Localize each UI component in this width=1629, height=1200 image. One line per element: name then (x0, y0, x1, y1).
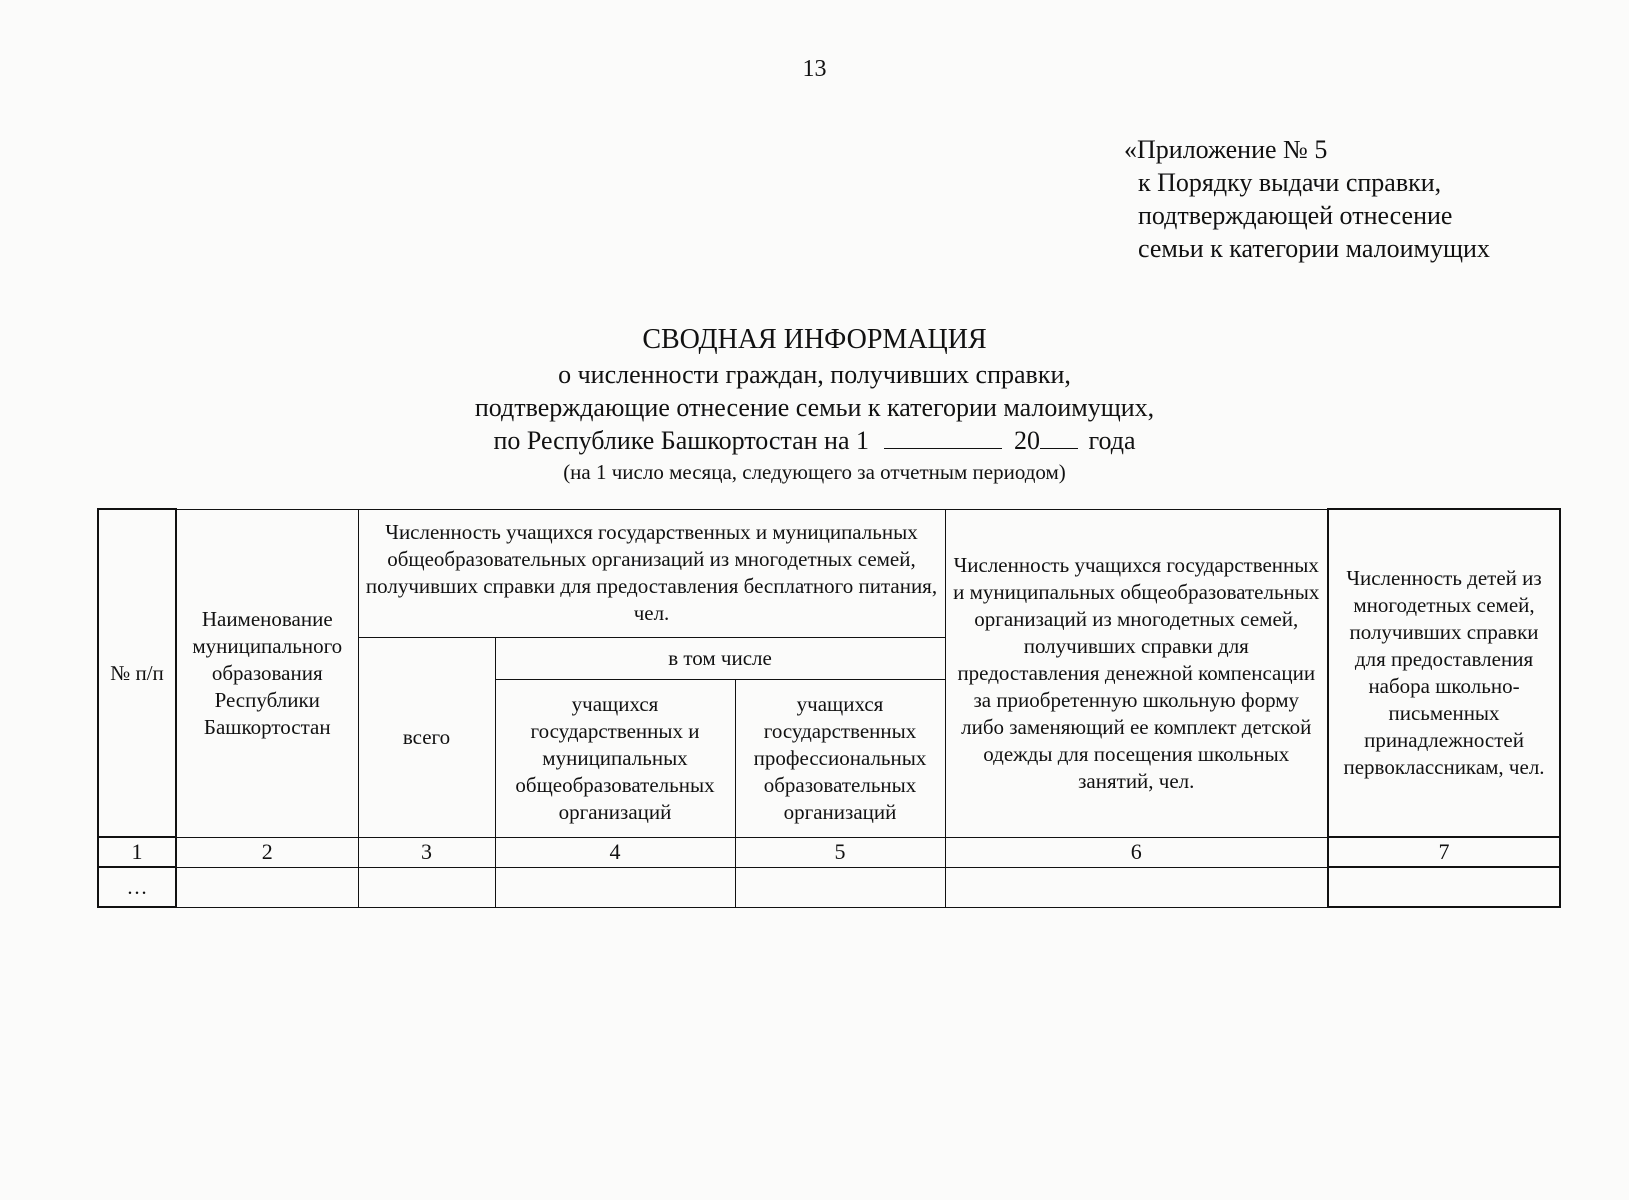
document-title: СВОДНАЯ ИНФОРМАЦИЯ (642, 324, 987, 355)
appendix-line: семьи к категории малоимущих (1138, 234, 1490, 263)
table-cell (735, 867, 945, 907)
column-number: 2 (176, 837, 358, 867)
table-cell (176, 867, 358, 907)
heading-line: подтверждающие отнесение семьи к категории малоимущих, (474, 393, 1155, 422)
heading-line: о численности граждан, получивших справки, (558, 360, 1071, 389)
table-cell: … (98, 867, 176, 907)
header-free-meals-group: Численность учащихся государственных и муниципальных общеобразовательных организаций из многодетных семей, получивших справки для предоставления бесплатного питания, чел. (358, 509, 945, 637)
table-cell (945, 867, 1328, 907)
column-number: 7 (1328, 837, 1560, 867)
header-school-uniform-compensation: Численность учащихся государственных и муниципальных общеобразовательных организаций из многодетных семей, получивших справки для предоставления денежной компенсации за приобретенную школьную форму либо заменяющий ее комплект детской одежды для посещения школьных занятий, чел. (945, 509, 1328, 837)
heading-date-line (0, 424, 1629, 457)
month-blank (884, 424, 1002, 449)
column-number: 4 (495, 837, 735, 867)
table-cell (358, 867, 495, 907)
table-cell (495, 867, 735, 907)
date-prefix: по Республике Башкортостан на 1 (493, 426, 870, 455)
year-prefix: 20 (1014, 426, 1041, 455)
table-cell (1328, 867, 1560, 907)
header-professional-education-students: учащихся государственных профессиональных образовательных организаций (735, 679, 945, 837)
column-number: 6 (945, 837, 1328, 867)
header-school-supplies: Численность детей из многодетных семей, получивших справки для предоставления набора школьно-письменных принадлежностей первоклассникам, чел. (1328, 509, 1560, 837)
appendix-line: подтверждающей отнесение (1138, 201, 1453, 230)
header-municipality: Наименование муниципального образования Республики Башкортостан (176, 509, 358, 837)
summary-table (97, 508, 1561, 908)
page-number: 13 (802, 56, 827, 82)
appendix-reference (1124, 133, 1490, 265)
header-row-number: № п/п (98, 509, 176, 837)
header-including: в том числе (495, 637, 945, 679)
date-suffix: года (1088, 426, 1136, 455)
year-blank (1040, 424, 1078, 449)
column-number: 5 (735, 837, 945, 867)
column-number: 3 (358, 837, 495, 867)
column-number: 1 (98, 837, 176, 867)
header-general-education-students: учащихся государственных и муниципальных общеобразовательных организаций (495, 679, 735, 837)
appendix-title: «Приложение № 5 (1124, 135, 1328, 164)
document-heading (0, 322, 1629, 487)
header-total: всего (358, 637, 495, 837)
appendix-line: к Порядку выдачи справки, (1138, 168, 1442, 197)
heading-note: (на 1 число месяца, следующего за отчетным периодом) (563, 460, 1066, 484)
